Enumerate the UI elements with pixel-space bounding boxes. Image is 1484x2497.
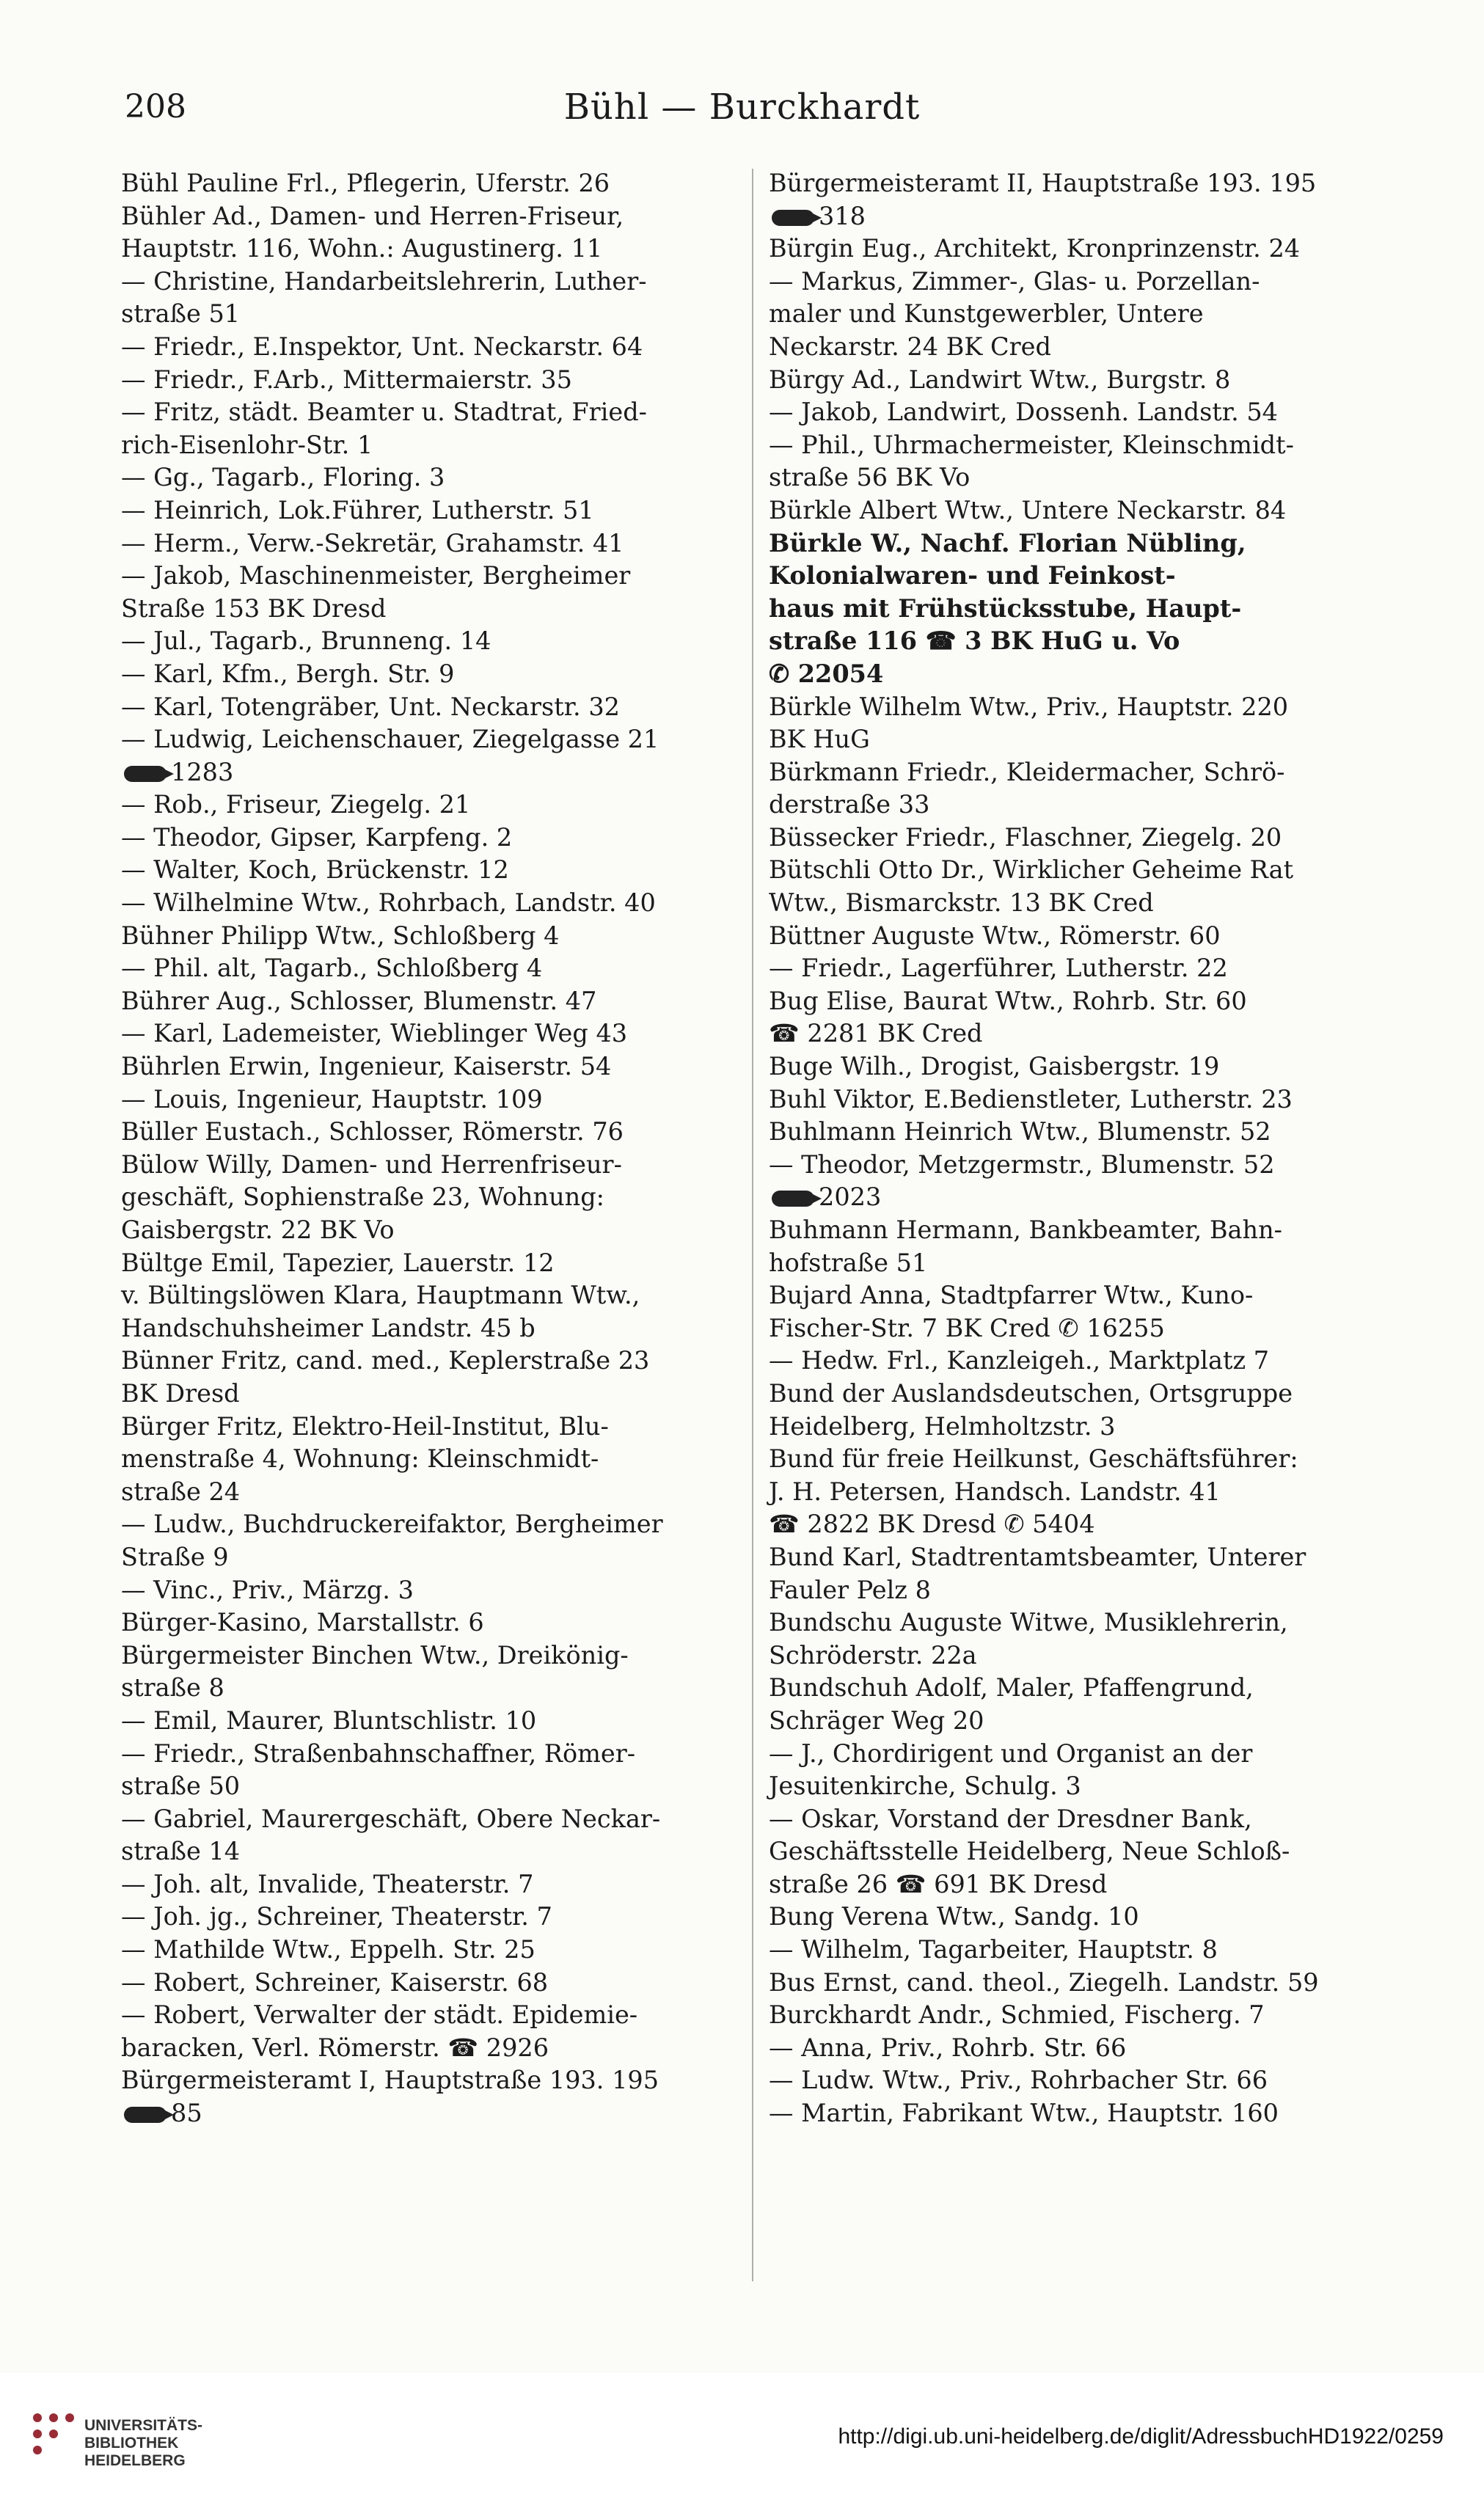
directory-entry [121, 822, 737, 855]
entry-line: Bundschu Auguste Witwe, Musiklehrerin, [769, 1608, 1288, 1637]
directory-entry [121, 1803, 737, 1868]
entry-line: Burckhardt Andr., Schmied, Fischerg. 7 [769, 2000, 1265, 2030]
directory-entry [769, 1116, 1385, 1149]
directory-entry [121, 854, 737, 887]
entry-line: straße 56 BK Vo [769, 463, 971, 492]
entry-line: Büssecker Friedr., Flaschner, Ziegelg. 20 [769, 822, 1282, 852]
telephone-icon [124, 766, 167, 782]
directory-entry [769, 1901, 1385, 1934]
directory-entry [769, 1378, 1385, 1443]
directory-entry [121, 1279, 737, 1345]
entry-line: Straße 153 BK Dresd [121, 593, 387, 623]
directory-entry [121, 1050, 737, 1083]
directory-entry [769, 1050, 1385, 1083]
entry-line: Gaisbergstr. 22 BK Vo [121, 1215, 395, 1244]
directory-entry [769, 167, 1385, 233]
entry-line: — Friedr., Straßenbahnschaffner, Römer- [121, 1739, 636, 1768]
column-rule [752, 169, 753, 2281]
entry-line: straße 8 [121, 1673, 224, 1703]
entry-line: — Gg., Tagarb., Floring. 3 [121, 463, 445, 492]
directory-entry [769, 2097, 1385, 2130]
entry-line: ☎ 2281 BK Cred [769, 1019, 983, 1048]
entry-line: Bundschuh Adolf, Maler, Pfaffengrund, [769, 1673, 1254, 1703]
phone-number: 318 [819, 201, 866, 230]
entry-line: Bünner Fritz, cand. med., Keplerstraße 23 [121, 1346, 650, 1375]
entry-line: J. H. Petersen, Handsch. Landstr. 41 [769, 1477, 1221, 1506]
directory-entry [121, 952, 737, 985]
entry-line: — Fritz, städt. Beamter u. Stadtrat, Fried- [121, 398, 647, 427]
entry-line: — Emil, Maurer, Bluntschlistr. 10 [121, 1706, 537, 1735]
entry-line: — Wilhelmine Wtw., Rohrbach, Landstr. 40 [121, 888, 656, 918]
directory-entry [769, 1803, 1385, 1901]
entry-line: rich-Eisenlohr-Str. 1 [121, 430, 373, 459]
directory-entry [769, 1606, 1385, 1672]
entry-line: Bung Verena Wtw., Sandg. 10 [769, 1902, 1139, 1931]
directory-entry [121, 494, 737, 527]
entry-line: geschäft, Sophienstraße 23, Wohnung: [121, 1182, 604, 1212]
page-number: 208 [125, 88, 186, 125]
entry-line: — Herm., Verw.-Sekretär, Grahamstr. 41 [121, 528, 624, 557]
directory-entry [121, 266, 737, 331]
phone-number: 1283 [171, 757, 234, 786]
entry-line: Büttner Auguste Wtw., Römerstr. 60 [769, 921, 1221, 950]
directory-entry [121, 985, 737, 1018]
entry-line: BK HuG [769, 725, 870, 754]
entry-line: Bühner Philipp Wtw., Schloßberg 4 [121, 921, 560, 950]
entry-line: — Oskar, Vorstand der Dresdner Bank, [769, 1804, 1252, 1833]
entry-line: — Karl, Kfm., Bergh. Str. 9 [121, 659, 455, 688]
telephone-icon [772, 210, 814, 226]
directory-entry [769, 985, 1385, 1050]
entry-line: — Heinrich, Lok.Führer, Lutherstr. 51 [121, 495, 594, 524]
telephone-icon [772, 1191, 814, 1207]
directory-entry [121, 1705, 737, 1738]
entry-line: Bühler Ad., Damen- und Herren-Friseur, [121, 201, 624, 230]
phone-number: 2023 [819, 1182, 882, 1212]
entry-line: Fischer-Str. 7 BK Cred ✆ 16255 [769, 1313, 1165, 1342]
entry-line: Straße 9 [121, 1542, 229, 1571]
entry-line: — Walter, Koch, Brückenstr. 12 [121, 855, 509, 885]
entry-line: Bülow Willy, Damen- und Herrenfriseur- [121, 1149, 622, 1179]
entry-line: Bütschli Otto Dr., Wirklicher Geheime Rat [769, 855, 1294, 885]
directory-entry [121, 1639, 737, 1705]
directory-entry [769, 1149, 1385, 1214]
entry-line: v. Bültingslöwen Klara, Hauptmann Wtw., [121, 1281, 640, 1310]
directory-entry [121, 1901, 737, 1934]
directory-entry [769, 920, 1385, 953]
directory-entry [121, 1247, 737, 1280]
directory-entry [769, 822, 1385, 855]
directory-entry [121, 1411, 737, 1509]
entry-line: — Phil. alt, Tagarb., Schloßberg 4 [121, 954, 543, 983]
entry-line: — Anna, Priv., Rohrb. Str. 66 [769, 2033, 1127, 2062]
directory-entry [121, 200, 737, 266]
entry-line: Jesuitenkirche, Schulg. 3 [769, 1772, 1081, 1801]
directory-entry [121, 1083, 737, 1116]
directory-entry [121, 1868, 737, 1901]
footer-bar [0, 2373, 1484, 2497]
entry-line: — Friedr., E.Inspektor, Unt. Neckarstr. 64 [121, 332, 643, 361]
entry-line: Fauler Pelz 8 [769, 1575, 931, 1604]
entry-line: — Friedr., F.Arb., Mittermaierstr. 35 [121, 365, 572, 394]
directory-entry [769, 396, 1385, 429]
entry-line: Buhl Viktor, E.Bedienstleter, Lutherstr. 23 [769, 1084, 1293, 1114]
library-name [84, 2417, 202, 2470]
library-name-line: BIBLIOTHEK [84, 2435, 179, 2452]
library-name-line: UNIVERSITÄTS- [84, 2417, 203, 2434]
entry-line: Heidelberg, Helmholtzstr. 3 [769, 1411, 1116, 1441]
entry-line: Bühl Pauline Frl., Pflegerin, Uferstr. 26 [121, 169, 610, 197]
source-url-link[interactable]: http://digi.ub.uni-heidelberg.de/diglit/AdressbuchHD1922/0259 [838, 2424, 1444, 2449]
entry-line: Bürger-Kasino, Marstallstr. 6 [121, 1608, 484, 1637]
directory-entry [121, 1967, 737, 2000]
entry-line: — Karl, Totengräber, Unt. Neckarstr. 32 [121, 692, 620, 721]
entry-line: — Theodor, Metzgermstr., Blumenstr. 52 [769, 1149, 1275, 1179]
entry-line: Bujard Anna, Stadtpfarrer Wtw., Kuno- [769, 1281, 1254, 1310]
directory-entry [121, 1345, 737, 1410]
entry-line: — Gabriel, Maurergeschäft, Obere Neckar- [121, 1804, 661, 1833]
directory-entry [769, 1999, 1385, 2032]
entry-line: Bürgermeisteramt II, Hauptstraße 193. 195 [769, 169, 1317, 197]
directory-entry [121, 1934, 737, 1967]
entry-line: Bührlen Erwin, Ingenieur, Kaiserstr. 54 [121, 1052, 612, 1081]
entry-line: Neckarstr. 24 BK Cred [769, 332, 1051, 361]
entry-line: Schräger Weg 20 [769, 1706, 984, 1735]
directory-entry [121, 920, 737, 953]
directory-entry [769, 691, 1385, 756]
directory-entry [769, 1672, 1385, 1737]
entry-line: derstraße 33 [769, 790, 930, 819]
entry-line: straße 50 [121, 1772, 241, 1801]
entry-line: Bürgin Eug., Architekt, Kronprinzenstr. 24 [769, 234, 1301, 263]
directory-entry [769, 854, 1385, 919]
entry-line: haus mit Frühstücksstube, Haupt- [769, 593, 1242, 623]
entry-line: — Phil., Uhrmachermeister, Kleinschmidt- [769, 430, 1294, 459]
entry-line: — Hedw. Frl., Kanzleigeh., Marktplatz 7 [769, 1346, 1270, 1375]
entry-line: — Jakob, Maschinenmeister, Bergheimer [121, 561, 631, 591]
right-column [769, 167, 1385, 2130]
entry-line: — Joh. alt, Invalide, Theaterstr. 7 [121, 1869, 534, 1898]
entry-line: Bültge Emil, Tapezier, Lauerstr. 12 [121, 1248, 555, 1277]
directory-entry [121, 1574, 737, 1607]
entry-line: — Vinc., Priv., Märzg. 3 [121, 1575, 414, 1604]
entry-line: Wtw., Bismarckstr. 13 BK Cred [769, 888, 1154, 918]
directory-entry [769, 2032, 1385, 2065]
directory-entry [121, 560, 737, 625]
entry-line: Bürgermeisteramt I, Hauptstraße 193. 195 [121, 2066, 659, 2095]
phone-line [819, 200, 1385, 233]
entry-line: straße 14 [121, 1837, 241, 1866]
entry-line: straße 51 [121, 299, 241, 329]
library-logo[interactable] [33, 2413, 74, 2454]
entry-line: — Mathilde Wtw., Eppelh. Str. 25 [121, 1935, 536, 1964]
entry-line: ☎ 2822 BK Dresd ✆ 5404 [769, 1510, 1095, 1539]
directory-entry [121, 625, 737, 658]
directory-entry [769, 1967, 1385, 2000]
directory-entry [121, 1508, 737, 1573]
entry-line: Büller Eustach., Schlosser, Römerstr. 76 [121, 1117, 624, 1147]
entry-line: — Robert, Verwalter der städt. Epidemie- [121, 2000, 638, 2030]
entry-line: — Ludw. Wtw., Priv., Rohrbacher Str. 66 [769, 2066, 1268, 2095]
directory-entry [121, 1017, 737, 1050]
phone-number: 85 [171, 2099, 202, 2128]
entry-line: — Theodor, Gipser, Karpfeng. 2 [121, 822, 513, 852]
directory-entry [769, 1934, 1385, 1967]
directory-entry [769, 952, 1385, 985]
entry-line: Bund Karl, Stadtrentamtsbeamter, Unterer [769, 1542, 1306, 1571]
entry-line: Bürkle W., Nachf. Florian Nübling, [769, 528, 1246, 557]
entry-line: — Joh. jg., Schreiner, Theaterstr. 7 [121, 1902, 552, 1931]
directory-entry [121, 691, 737, 724]
entry-line: — Ludw., Buchdruckereifaktor, Bergheimer [121, 1510, 663, 1539]
directory-entry [121, 789, 737, 822]
running-head: Bühl — Burckhardt [563, 87, 921, 128]
directory-entry [121, 723, 737, 789]
phone-line [819, 1181, 1385, 1214]
entry-line: Bund der Auslandsdeutschen, Ortsgruppe [769, 1378, 1293, 1408]
entry-line: — Wilhelm, Tagarbeiter, Hauptstr. 8 [769, 1935, 1218, 1964]
directory-entry [769, 364, 1385, 397]
entry-line: Buge Wilh., Drogist, Gaisbergstr. 19 [769, 1052, 1220, 1081]
entry-line: Bürgy Ad., Landwirt Wtw., Burgstr. 8 [769, 365, 1231, 394]
entry-line: Hauptstr. 116, Wohn.: Augustinerg. 11 [121, 234, 603, 263]
entry-line: menstraße 4, Wohnung: Kleinschmidt- [121, 1444, 599, 1474]
directory-entry [121, 331, 737, 364]
entry-line: — Christine, Handarbeitslehrerin, Luther- [121, 266, 647, 296]
entry-line: Bürger Fritz, Elektro-Heil-Institut, Blu- [121, 1411, 609, 1441]
entry-line: — Jul., Tagarb., Brunneng. 14 [121, 626, 491, 656]
entry-line: straße 24 [121, 1477, 241, 1506]
entry-line: Kolonialwaren- und Feinkost- [769, 561, 1176, 591]
entry-line: — Friedr., Lagerführer, Lutherstr. 22 [769, 954, 1228, 983]
directory-entry [121, 2064, 737, 2129]
entry-line: maler und Kunstgewerbler, Untere [769, 299, 1204, 329]
entry-line: — Robert, Schreiner, Kaiserstr. 68 [121, 1967, 549, 1997]
directory-entry [121, 1116, 737, 1149]
entry-line: — J., Chordirigent und Organist an der [769, 1739, 1253, 1768]
left-column [121, 167, 737, 2130]
directory-entry [769, 233, 1385, 266]
entry-line: Bürgermeister Binchen Wtw., Dreikönig- [121, 1640, 629, 1670]
entry-line: Buhmann Hermann, Bankbeamter, Bahn- [769, 1215, 1282, 1244]
directory-entry [769, 527, 1385, 691]
entry-line: — Jakob, Landwirt, Dossenh. Landstr. 54 [769, 398, 1278, 427]
entry-line: Bug Elise, Baurat Wtw., Rohrb. Str. 60 [769, 986, 1247, 1015]
directory-entry [769, 1738, 1385, 1803]
entry-line: Bus Ernst, cand. theol., Ziegelh. Landstr. 59 [769, 1967, 1319, 1997]
entry-line: — Markus, Zimmer-, Glas- u. Porzellan- [769, 266, 1260, 296]
entry-line: BK Dresd [121, 1378, 240, 1408]
directory-entry [121, 461, 737, 494]
directory-entry [121, 1606, 737, 1639]
entry-line: — Karl, Lademeister, Wieblinger Weg 43 [121, 1019, 628, 1048]
directory-entry [121, 364, 737, 397]
directory-entry [121, 1999, 737, 2064]
entry-line: Bührer Aug., Schlosser, Blumenstr. 47 [121, 986, 597, 1015]
phone-line [171, 756, 737, 789]
telephone-icon [124, 2107, 167, 2123]
entry-line: — Rob., Friseur, Ziegelg. 21 [121, 790, 471, 819]
entry-line: Bürkle Albert Wtw., Untere Neckarstr. 84 [769, 495, 1287, 524]
library-name-line: HEIDELBERG [84, 2452, 186, 2469]
directory-entry [121, 527, 737, 560]
entry-line: Schröderstr. 22a [769, 1640, 977, 1670]
entry-line: straße 26 ☎ 691 BK Dresd [769, 1869, 1108, 1898]
directory-entry [769, 1443, 1385, 1541]
directory-entry [121, 1738, 737, 1803]
directory-entry [769, 1083, 1385, 1116]
entry-line: Geschäftsstelle Heidelberg, Neue Schloß- [769, 1837, 1290, 1866]
entry-line: — Louis, Ingenieur, Hauptstr. 109 [121, 1084, 543, 1114]
entry-line: Bürkle Wilhelm Wtw., Priv., Hauptstr. 220 [769, 692, 1289, 721]
directory-entry [121, 887, 737, 920]
directory-entry [769, 266, 1385, 364]
phone-line [171, 2097, 737, 2130]
entry-line: Bund für freie Heilkunst, Geschäftsführer: [769, 1444, 1298, 1474]
entry-line: Handschuhsheimer Landstr. 45 b [121, 1313, 536, 1342]
directory-entry [769, 1214, 1385, 1279]
entry-line: hofstraße 51 [769, 1248, 928, 1277]
directory-entry [769, 1279, 1385, 1345]
directory-entry [121, 658, 737, 691]
directory-entry [121, 1149, 737, 1247]
directory-entry [121, 396, 737, 461]
directory-entry [769, 1541, 1385, 1606]
entry-line: — Ludwig, Leichenschauer, Ziegelgasse 21 [121, 725, 659, 754]
entry-line: Bürkmann Friedr., Kleidermacher, Schrö- [769, 757, 1285, 786]
directory-entry [769, 494, 1385, 527]
entry-line: baracken, Verl. Römerstr. ☎ 2926 [121, 2033, 549, 2062]
directory-entry [769, 429, 1385, 494]
directory-entry [769, 2064, 1385, 2097]
directory-entry [769, 1345, 1385, 1378]
entry-line: ✆ 22054 [769, 659, 884, 688]
entry-line: — Martin, Fabrikant Wtw., Hauptstr. 160 [769, 2099, 1279, 2128]
directory-entry [121, 167, 737, 200]
directory-entry [769, 756, 1385, 822]
entry-line: Buhlmann Heinrich Wtw., Blumenstr. 52 [769, 1117, 1271, 1147]
entry-line: straße 116 ☎ 3 BK HuG u. Vo [769, 626, 1180, 656]
